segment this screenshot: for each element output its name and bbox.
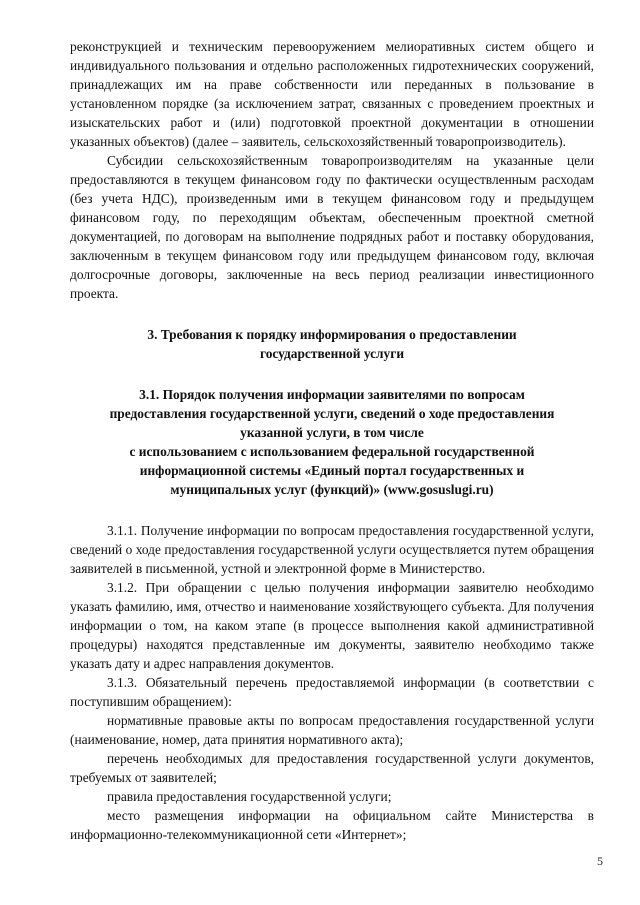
paragraph-continuation: реконструкцией и техническим перевооружением мелиоративных систем общего и индивидуального пользования и отдельно расположенных гидротехнических сооружений, принадлежащих им на праве собственности или переданных в пользование в установленном порядке (за исключением затрат, связанных с проведением проектных и изыскательских работ и (или) подготовкой проектной документации в отношении указанных объектов) (далее – заявитель, сельскохозяйственный товаропроизводитель). bbox=[70, 39, 594, 149]
subsection-heading-line: предоставления государственной услуги, сведений о ходе предоставления bbox=[109, 406, 555, 421]
list-item: место размещения информации на официальном сайте Министерства в информационно-телекоммуникационной сети «Интернет»; bbox=[70, 808, 594, 842]
subsection-heading-line: муниципальных услуг (функций)» (www.gosuslugi.ru) bbox=[170, 482, 494, 497]
item-3-1-1: 3.1.1. Получение информации по вопросам предоставления государственной услуги, сведений о ходе предоставления государственной услуги осуществляется путем обращения заявителей в письменной, устной и электронной форме в Министерство. bbox=[70, 523, 594, 576]
list-item: перечень необходимых для предоставления государственной услуги документов, требуемых от заявителей; bbox=[70, 751, 594, 785]
spacer bbox=[70, 363, 594, 385]
spacer bbox=[70, 303, 594, 325]
item-3-1-3: 3.1.3. Обязательный перечень предоставляемой информации (в соответствии с поступившим обращением): bbox=[70, 675, 594, 709]
item-3-1-2: 3.1.2. При обращении с целью получения информации заявителю необходимо указать фамилию, имя, отчество и наименование хозяйствующего субъекта. Для получения информации о том, на каком этапе (в процессе выполнения какой административной процедуры) находятся представленные им документы, заявителю необходимо также указать дату и адрес направления документов. bbox=[70, 580, 594, 671]
section-heading bbox=[70, 325, 594, 363]
section-heading-line: государственной услуги bbox=[259, 346, 405, 361]
spacer bbox=[70, 499, 594, 521]
page-number: 5 bbox=[597, 854, 603, 868]
list-item: правила предоставления государственной услуги; bbox=[107, 789, 392, 804]
document-body bbox=[70, 37, 594, 844]
section-heading-line: 3. Требования к порядку информирования о предоставлении bbox=[147, 327, 517, 342]
subsection-heading bbox=[70, 385, 594, 499]
subsection-heading-line: указанной услуги, в том числе bbox=[240, 425, 424, 440]
list-item: нормативные правовые акты по вопросам предоставления государственной услуги (наименование, номер, дата принятия нормативного акта); bbox=[70, 713, 594, 747]
paragraph-subsidies: Субсидии сельскохозяйственным товаропроизводителям на указанные цели предоставляются в текущем финансовом году по фактически осуществленным расходам (без учета НДС), произведенным ими в текущем финансовом году и предыдущем финансовом году, по переходящим объектам, обеспеченным проектной сметной документацией, по договорам на выполнение подрядных работ и поставку оборудования, заключенным в текущем финансовом году или предыдущем финансовом году, включая долгосрочные договоры, заключенные на весь период реализации инвестиционного проекта. bbox=[70, 153, 594, 301]
subsection-heading-line: информационной системы «Единый портал государственных и bbox=[139, 463, 525, 478]
subsection-heading-line: с использованием с использованием федеральной государственной bbox=[129, 444, 535, 459]
subsection-heading-line: 3.1. Порядок получения информации заявителями по вопросам bbox=[139, 387, 525, 402]
